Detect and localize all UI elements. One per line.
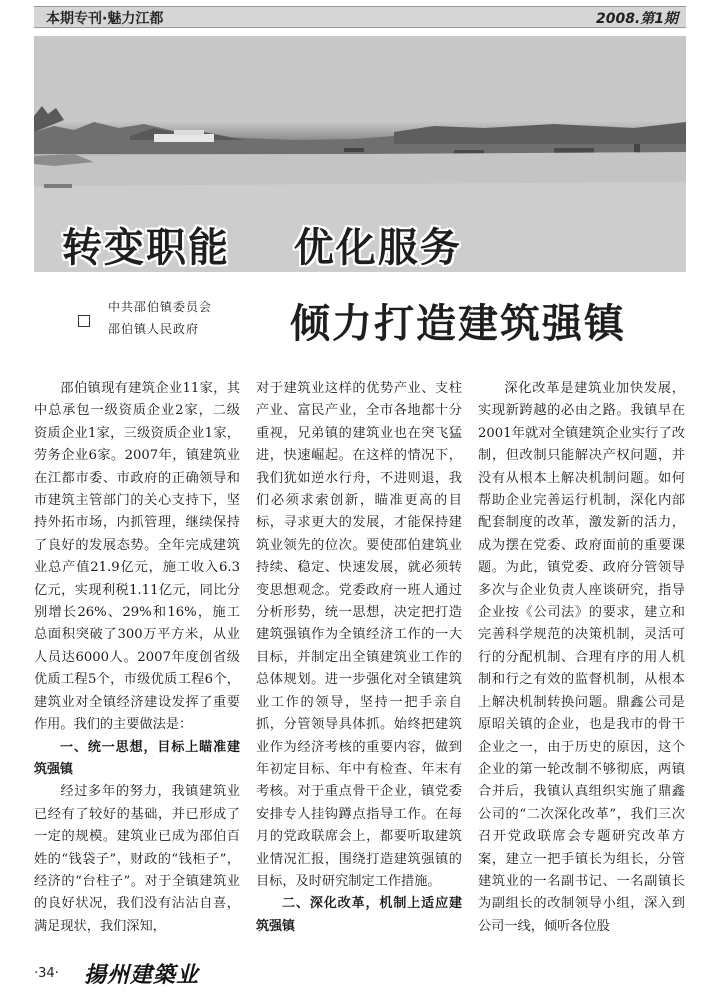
author-marker-icon — [78, 315, 90, 327]
section-heading: 二、深化改革，机制上适应建筑强镇 — [256, 896, 462, 934]
article-subtitle: 倾力打造建筑强镇 — [290, 301, 626, 347]
text-column-2 — [256, 378, 462, 938]
paragraph: 对于建筑业这样的优势产业、支柱产业、富民产业，全市各地都十分重视，兄弟镇的建筑业也在突飞猛进，快速崛起。在这样的情况下，我们犹如逆水行舟，不进则退，我们必须求索创新，瞄准更高的目标，寻求更大的发展，才能保持建筑业领先的位次。要使邵伯建筑业持续、稳定、快速发展，就必须转变思想观念。党委政府一班人通过分析形势，统一思想，决定把打造建筑强镇作为全镇经济工作的一大目标，并制定出全镇建筑业工作的总体规划。进一步强化对全镇建筑业工作的领导，坚持一把手亲自抓，分管领导具体抓。始终把建筑业作为经济考核的重要内容，做到年初定目标、年中有检查、年末有考核。对于重点骨干企业，镇党委安排专人挂钩蹲点指导工作。在每月的党政联席会上，都要听取建筑业情况汇报，围绕打造建筑强镇的目标，及时研究制定工作措施。 — [256, 381, 462, 889]
paragraph: 邵伯镇现有建筑企业11家，其中总承包一级资质企业2家，二级资质企业1家，三级资质企业1家，劳务企业6家。2007年，镇建筑业在江都市委、市政府的正确领导和市建筑主管部门的关心支持下，坚持外拓市场，内抓管理，继续保持了良好的发展态势。全年完成建筑业总产值21.9亿元，施工收入6.3亿元，实现利税1.11亿元，同比分别增长26%、29%和16%，施工总面积突破了300万平方米，从业人员达6000人。2007年度创省级优质工程5个，市级优质工程6个，建筑业对全镇经济建设发挥了重要作用。我们的主要做法是： — [34, 381, 240, 733]
section-heading: 一、统一思想，目标上瞄准建筑强镇 — [34, 739, 240, 777]
author-line: 邵伯镇人民政府 — [108, 322, 200, 336]
magazine-logo: 揚州建築业 — [84, 962, 200, 988]
header-bar — [34, 6, 686, 28]
issue-label: 2008.第1期 — [595, 11, 678, 27]
paragraph: 经过多年的努力，我镇建筑业已经有了较好的基础，并已形成了一定的规模。建筑业已成为邵伯百姓的“钱袋子”，财政的“钱柜子”，经济的“台柱子”。对于全镇建筑业的良好状况，我们没有沾沾自喜，满足现状，我们深知， — [34, 784, 240, 934]
text-column-1 — [34, 378, 240, 938]
text-column-3 — [478, 378, 685, 938]
page-number: ·34· — [34, 966, 59, 981]
author-block — [108, 296, 258, 340]
paragraph: 深化改革是建筑业加快发展，实现新跨越的必由之路。我镇早在2001年就对全镇建筑企业实行了改制，但改制只能解决产权问题，并没有从根本上解决机制问题。如何帮助企业完善运行机制，深化内部配套制度的改革，激发新的活力，成为摆在党委、政府面前的重要课题。为此，镇党委、政府分管领导多次与企业负责人座谈研究，指导企业按《公司法》的要求，建立和完善科学规范的决策机制，灵活可行的分配机制、合理有序的用人机制和行之有效的监督机制，从根本上解决机制转换问题。鼎鑫公司是原昭关镇的企业，也是我市的骨干企业之一，由于历史的原因，这个企业的第一轮改制不够彻底，两镇合并后，我镇认真组织实施了鼎鑫公司的“二次深化改革”，我们三次召开党政联席会专题研究改革方案，建立一把手镇长为组长，分管建筑业的一名副书记、一名副镇长为副组长的改制领导小组，深入到公司一线，倾听各位股 — [478, 381, 685, 934]
section-title: 本期专刊·魅力江都 — [46, 11, 164, 27]
author-line: 中共邵伯镇委员会 — [108, 300, 213, 314]
article-title: 转变职能 优化服务 — [62, 225, 462, 271]
